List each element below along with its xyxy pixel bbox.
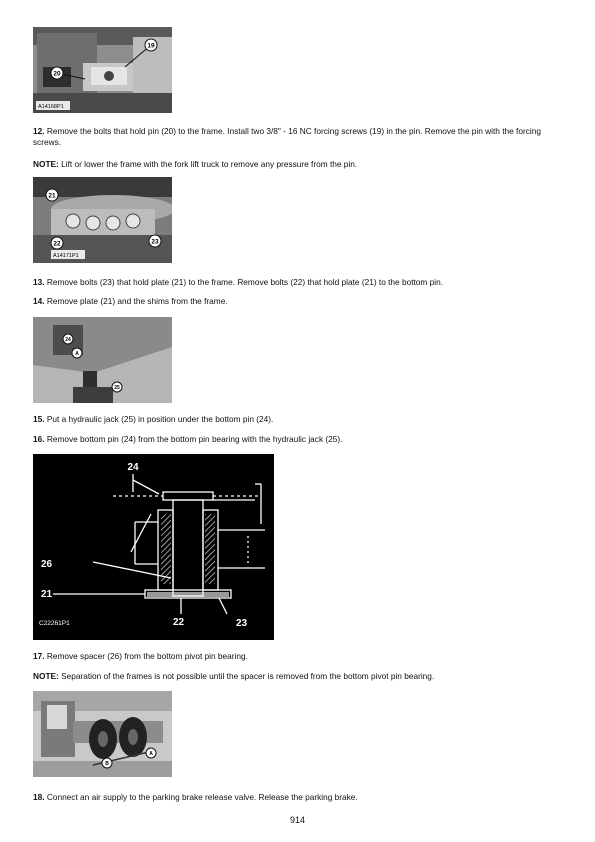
note-label: NOTE: xyxy=(33,671,59,681)
callout-23: 23 xyxy=(151,238,159,246)
diagram-label-21: 21 xyxy=(41,589,53,600)
figure-photo-plate-bolts xyxy=(33,177,172,263)
step-number: 18. xyxy=(33,792,45,802)
step-16 xyxy=(33,434,563,445)
diagram-label-24: 24 xyxy=(127,462,139,473)
diagram-label-22: 22 xyxy=(173,617,185,628)
note-text: Lift or lower the frame with the fork lift truck to remove any pressure from the pin. xyxy=(58,159,358,169)
step-15 xyxy=(33,414,563,425)
figure-id-label: A14171P1 xyxy=(53,253,79,259)
figure-photo-hydraulic-jack xyxy=(33,317,172,403)
diagram-label-23: 23 xyxy=(236,618,248,629)
callout-a: A xyxy=(149,751,153,757)
step-18 xyxy=(33,792,563,803)
figure-diagram-pin-bearing xyxy=(33,454,274,640)
callout-21: 21 xyxy=(48,192,56,200)
callout-22: 22 xyxy=(53,240,61,248)
figure-photo-pin-removal xyxy=(33,27,172,113)
step-number: 16. xyxy=(33,434,45,444)
note-text: Separation of the frames is not possible until the spacer is removed from the bottom pivot pin bearing. xyxy=(58,671,435,681)
step-number: 17. xyxy=(33,651,45,661)
step-text: Remove bolts (23) that hold plate (21) to the frame. Remove bolts (22) that hold plate (21) to the bottom pin. xyxy=(44,277,444,287)
callout-19: 19 xyxy=(147,42,155,50)
step-text: Put a hydraulic jack (25) in position under the bottom pin (24). xyxy=(44,414,274,424)
figure-id-label: A14168P1 xyxy=(38,104,64,110)
callout-a: A xyxy=(75,351,79,357)
callout-b: B xyxy=(105,761,109,767)
step-text: Remove the bolts that hold pin (20) to the frame. Install two 3/8" - 16 NC forcing screws (19) in the pin. Remove the pin with the forcing screws. xyxy=(33,126,541,147)
page-number: 914 xyxy=(289,815,306,825)
step-number: 12. xyxy=(33,126,45,136)
step-text: Remove spacer (26) from the bottom pivot pin bearing. xyxy=(44,651,248,661)
note-label: NOTE: xyxy=(33,159,59,169)
step-text: Remove bottom pin (24) from the bottom pin bearing with the hydraulic jack (25). xyxy=(44,434,343,444)
callout-25: 25 xyxy=(114,385,120,391)
figure-id-label: C22261P1 xyxy=(39,620,70,627)
step-number: 13. xyxy=(33,277,45,287)
step-13 xyxy=(33,277,563,288)
figure-photo-loader-frames xyxy=(33,691,172,777)
note-1 xyxy=(33,159,563,170)
diagram-label-26: 26 xyxy=(41,559,53,570)
step-number: 14. xyxy=(33,296,45,306)
step-text: Connect an air supply to the parking brake release valve. Release the parking brake. xyxy=(44,792,358,802)
step-number: 15. xyxy=(33,414,45,424)
note-2 xyxy=(33,671,563,682)
step-14 xyxy=(33,296,563,307)
step-text: Remove plate (21) and the shims from the frame. xyxy=(44,296,228,306)
step-12 xyxy=(33,126,563,148)
callout-24: 24 xyxy=(65,337,71,343)
step-17 xyxy=(33,651,563,662)
callout-20: 20 xyxy=(53,70,61,78)
